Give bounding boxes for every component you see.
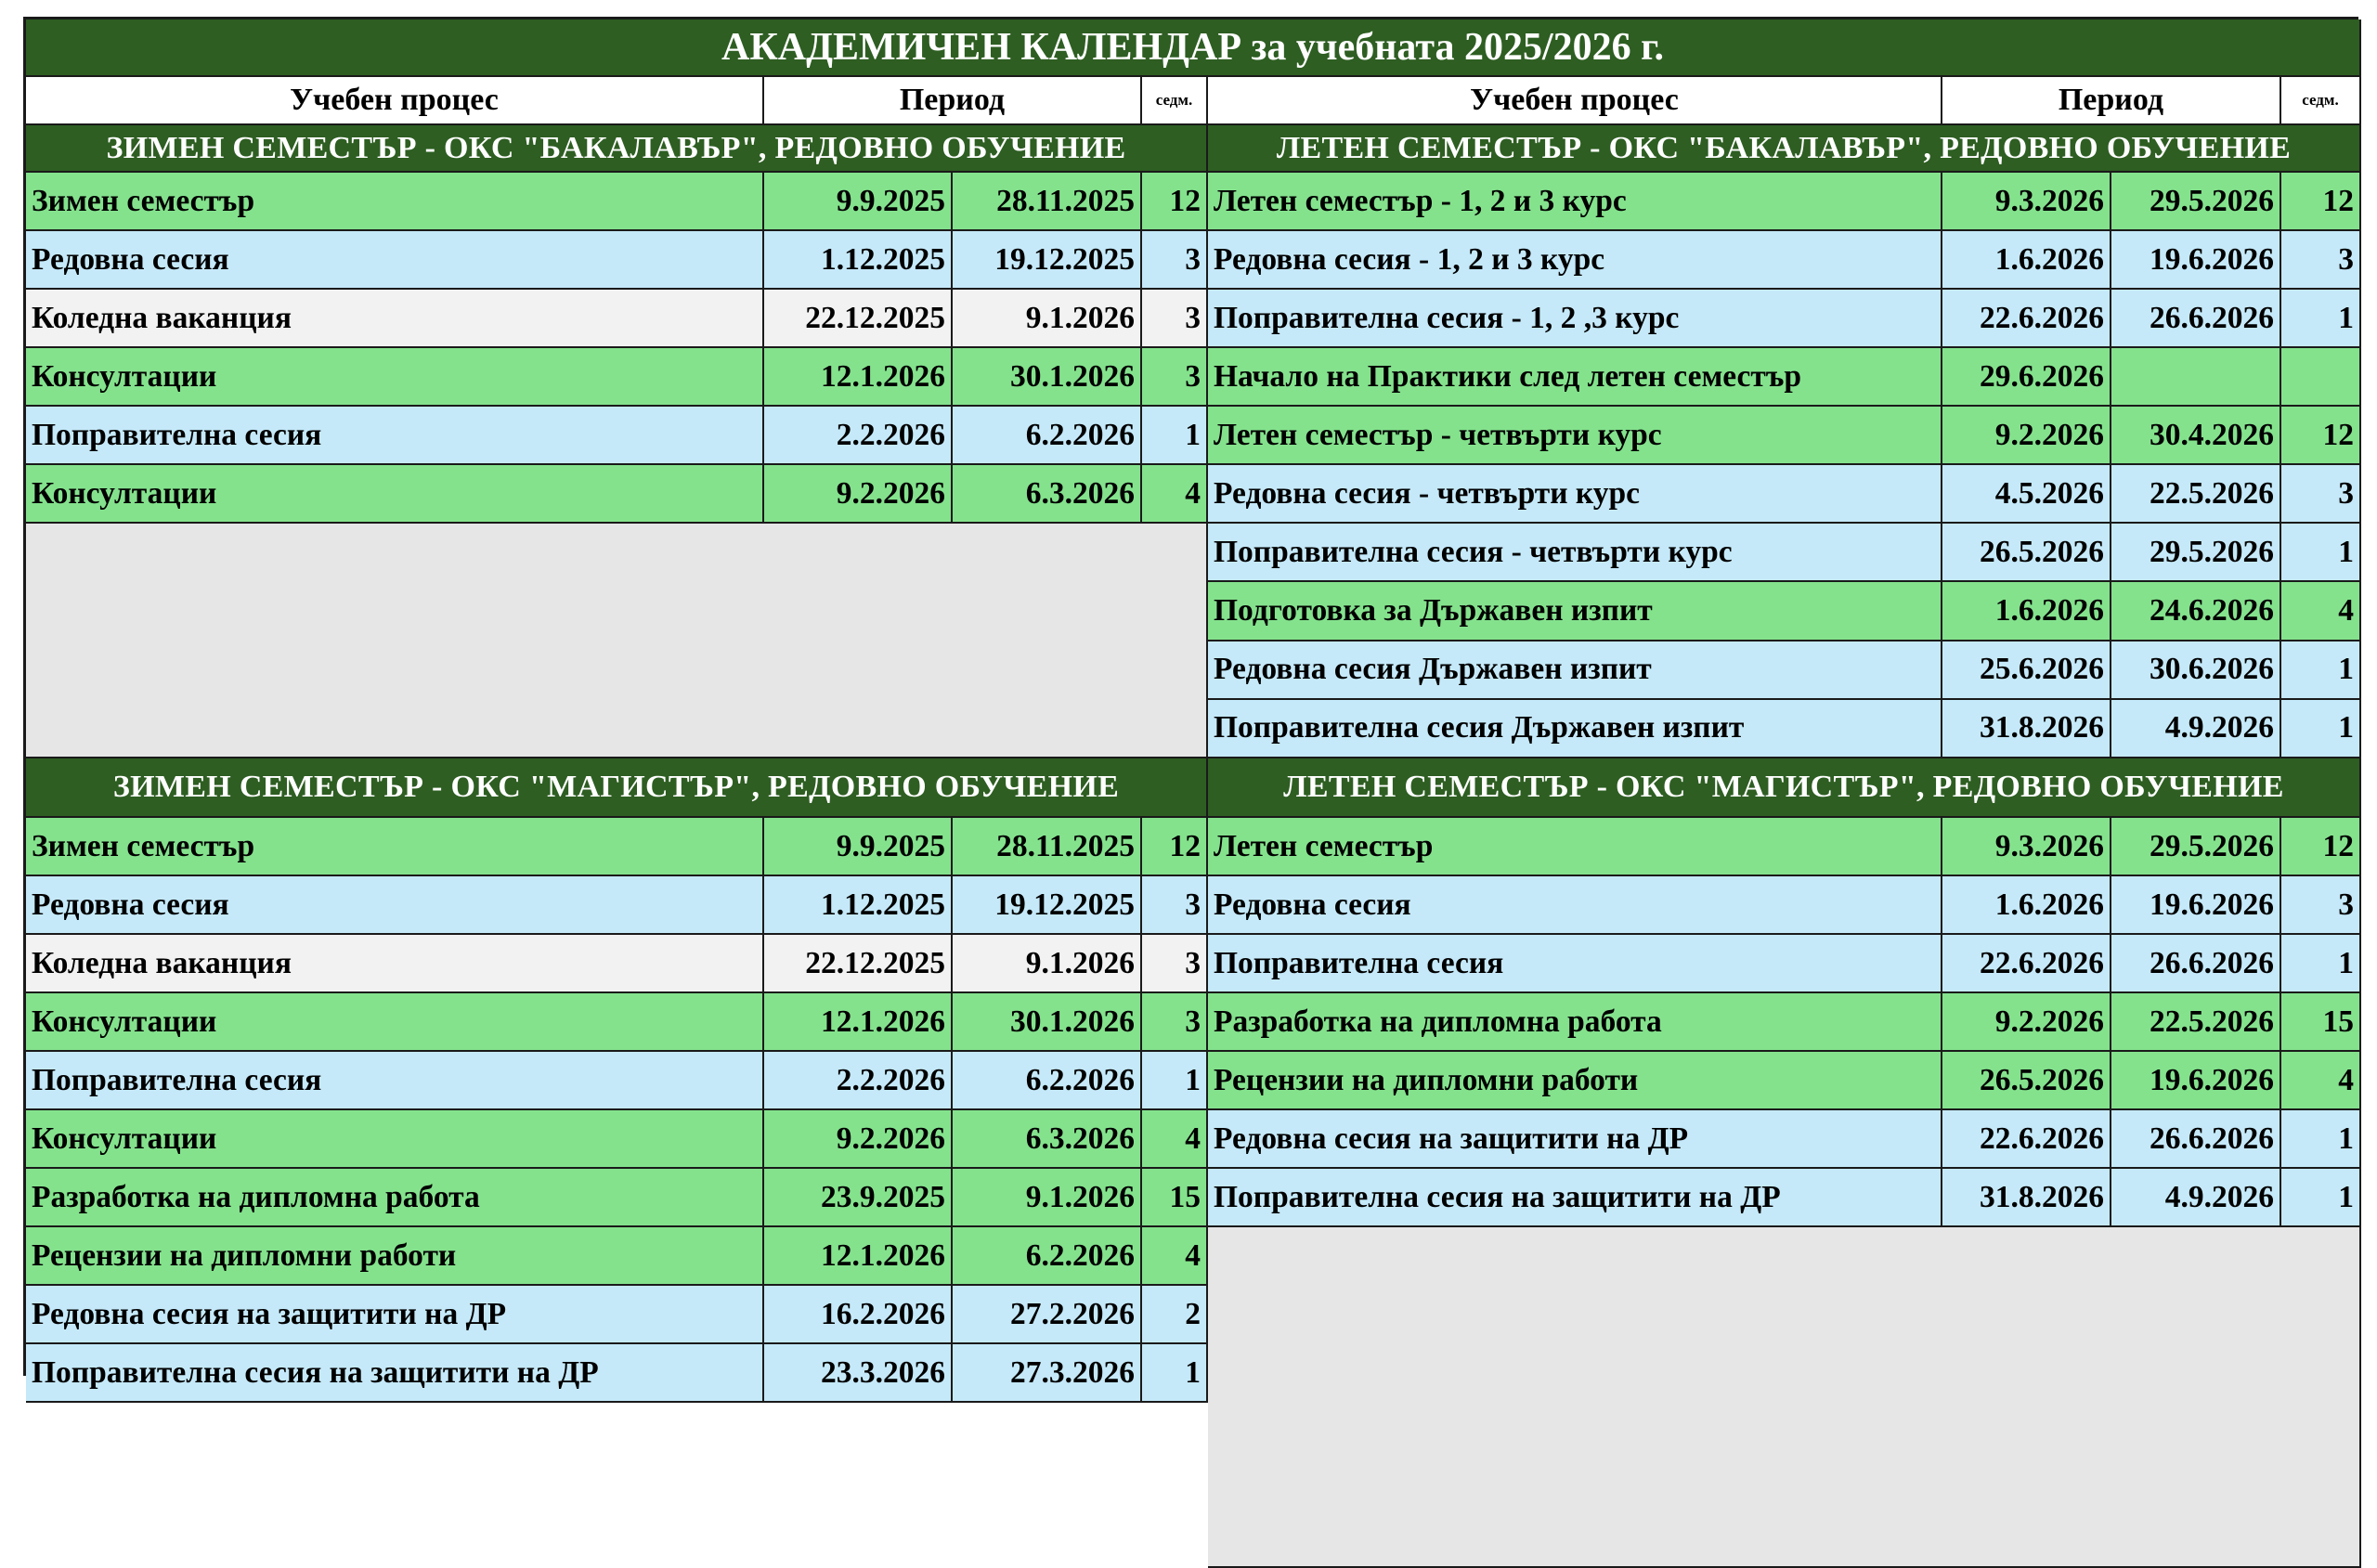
summer-master-row-to: 29.5.2026 bbox=[2111, 818, 2281, 876]
winter-master-row-weeks: 4 bbox=[1142, 1110, 1208, 1169]
winter-bachelor-row-weeks: 12 bbox=[1142, 173, 1208, 231]
summer-bachelor-row-weeks: 1 bbox=[2281, 524, 2361, 582]
summer-bachelor-row-to bbox=[2111, 348, 2281, 407]
summer-master-row-weeks: 4 bbox=[2281, 1052, 2361, 1110]
summer-bachelor-row-label: Поправителна сесия Държавен изпит bbox=[1208, 700, 1942, 758]
winter-master-row-label: Редовна сесия bbox=[26, 876, 764, 935]
summer-bachelor-row-from: 1.6.2026 bbox=[1942, 582, 2111, 641]
winter-master-row-label: Рецензии на дипломни работи bbox=[26, 1227, 764, 1286]
winter-bachelor-row-label: Поправителна сесия bbox=[26, 407, 764, 465]
winter-master-row-weeks: 15 bbox=[1142, 1169, 1208, 1227]
winter-master-row-label: Редовна сесия на защитити на ДР bbox=[26, 1286, 764, 1344]
winter-master-row-from: 1.12.2025 bbox=[764, 876, 953, 935]
summer-master-row-from: 22.6.2026 bbox=[1942, 1110, 2111, 1169]
winter-master-row-to: 30.1.2026 bbox=[953, 993, 1142, 1052]
winter-bachelor-row-to: 9.1.2026 bbox=[953, 290, 1142, 348]
winter-bachelor-row-to: 30.1.2026 bbox=[953, 348, 1142, 407]
winter-bachelor-row-from: 22.12.2025 bbox=[764, 290, 953, 348]
summer-bachelor-row-weeks: 3 bbox=[2281, 465, 2361, 524]
header-period-left: Период bbox=[764, 77, 1142, 125]
summer-bachelor-row-label: Поправителна сесия - четвърти курс bbox=[1208, 524, 1942, 582]
summer-bachelor-row-from: 29.6.2026 bbox=[1942, 348, 2111, 407]
summer-master-row-from: 9.3.2026 bbox=[1942, 818, 2111, 876]
summer-bachelor-row-weeks: 1 bbox=[2281, 700, 2361, 758]
winter-master-row-from: 2.2.2026 bbox=[764, 1052, 953, 1110]
header-weeks-left: седм. bbox=[1142, 77, 1208, 125]
summer-bachelor-row-weeks: 3 bbox=[2281, 231, 2361, 290]
summer-master-row-weeks: 1 bbox=[2281, 1169, 2361, 1227]
winter-master-row-from: 9.9.2025 bbox=[764, 818, 953, 876]
summer-bachelor-row-from: 25.6.2026 bbox=[1942, 641, 2111, 700]
header-process-right: Учебен процес bbox=[1208, 77, 1942, 125]
winter-master-row-from: 23.3.2026 bbox=[764, 1344, 953, 1403]
calendar-title: АКАДЕМИЧЕН КАЛЕНДАР за учебната 2025/2026 г. bbox=[26, 19, 2361, 77]
summer-bachelor-row-to: 22.5.2026 bbox=[2111, 465, 2281, 524]
winter-bachelor-row-from: 12.1.2026 bbox=[764, 348, 953, 407]
winter-master-row-from: 12.1.2026 bbox=[764, 1227, 953, 1286]
winter-bachelor-row-weeks: 4 bbox=[1142, 465, 1208, 524]
summer-bachelor-row-to: 30.6.2026 bbox=[2111, 641, 2281, 700]
summer-bachelor-row-from: 1.6.2026 bbox=[1942, 231, 2111, 290]
summer-master-row-to: 4.9.2026 bbox=[2111, 1169, 2281, 1227]
empty-area-summer-master bbox=[1208, 1227, 2361, 1568]
summer-bachelor-row-from: 4.5.2026 bbox=[1942, 465, 2111, 524]
winter-master-row-from: 22.12.2025 bbox=[764, 935, 953, 993]
summer-bachelor-row-from: 9.2.2026 bbox=[1942, 407, 2111, 465]
summer-bachelor-row-from: 22.6.2026 bbox=[1942, 290, 2111, 348]
winter-master-row-label: Зимен семестър bbox=[26, 818, 764, 876]
summer-bachelor-row-from: 31.8.2026 bbox=[1942, 700, 2111, 758]
winter-master-row-label: Разработка на дипломна работа bbox=[26, 1169, 764, 1227]
summer-bachelor-row-to: 29.5.2026 bbox=[2111, 173, 2281, 231]
winter-master-row-weeks: 1 bbox=[1142, 1344, 1208, 1403]
winter-bachelor-row-label: Зимен семестър bbox=[26, 173, 764, 231]
winter-bachelor-row-to: 6.2.2026 bbox=[953, 407, 1142, 465]
winter-master-row-to: 9.1.2026 bbox=[953, 935, 1142, 993]
summer-bachelor-row-weeks: 12 bbox=[2281, 407, 2361, 465]
winter-bachelor-row-from: 9.9.2025 bbox=[764, 173, 953, 231]
summer-master-row-weeks: 12 bbox=[2281, 818, 2361, 876]
summer-master-row-weeks: 15 bbox=[2281, 993, 2361, 1052]
winter-bachelor-row-label: Редовна сесия bbox=[26, 231, 764, 290]
winter-master-row-weeks: 3 bbox=[1142, 993, 1208, 1052]
summer-bachelor-row-from: 9.3.2026 bbox=[1942, 173, 2111, 231]
winter-master-row-to: 19.12.2025 bbox=[953, 876, 1142, 935]
winter-master-row-weeks: 4 bbox=[1142, 1227, 1208, 1286]
winter-bachelor-row-from: 2.2.2026 bbox=[764, 407, 953, 465]
summer-bachelor-row-to: 19.6.2026 bbox=[2111, 231, 2281, 290]
section-summer-master: ЛЕТЕН СЕМЕСТЪР - ОКС "МАГИСТЪР", РЕДОВНО ОБУЧЕНИЕ bbox=[1208, 758, 2361, 818]
winter-master-row-to: 28.11.2025 bbox=[953, 818, 1142, 876]
summer-bachelor-row-to: 24.6.2026 bbox=[2111, 582, 2281, 641]
summer-bachelor-row-label: Начало на Практики след летен семестър bbox=[1208, 348, 1942, 407]
section-winter-master: ЗИМЕН СЕМЕСТЪР - ОКС "МАГИСТЪР", РЕДОВНО ОБУЧЕНИЕ bbox=[26, 758, 1208, 818]
winter-bachelor-row-label: Консултации bbox=[26, 348, 764, 407]
summer-master-row-label: Летен семестър bbox=[1208, 818, 1942, 876]
header-process-left: Учебен процес bbox=[26, 77, 764, 125]
summer-bachelor-row-to: 30.4.2026 bbox=[2111, 407, 2281, 465]
summer-bachelor-row-to: 29.5.2026 bbox=[2111, 524, 2281, 582]
winter-master-row-label: Консултации bbox=[26, 1110, 764, 1169]
summer-master-row-from: 31.8.2026 bbox=[1942, 1169, 2111, 1227]
summer-bachelor-row-weeks: 1 bbox=[2281, 641, 2361, 700]
summer-master-row-label: Редовна сесия на защитити на ДР bbox=[1208, 1110, 1942, 1169]
winter-master-row-to: 6.2.2026 bbox=[953, 1227, 1142, 1286]
summer-bachelor-row-label: Летен семестър - 1, 2 и 3 курс bbox=[1208, 173, 1942, 231]
winter-bachelor-row-weeks: 3 bbox=[1142, 290, 1208, 348]
header-period-right: Период bbox=[1942, 77, 2281, 125]
summer-bachelor-row-label: Поправителна сесия - 1, 2 ,3 курс bbox=[1208, 290, 1942, 348]
winter-master-row-weeks: 12 bbox=[1142, 818, 1208, 876]
summer-bachelor-row-label: Подготовка за Държавен изпит bbox=[1208, 582, 1942, 641]
summer-bachelor-row-label: Редовна сесия Държавен изпит bbox=[1208, 641, 1942, 700]
winter-master-row-to: 9.1.2026 bbox=[953, 1169, 1142, 1227]
winter-master-row-from: 23.9.2025 bbox=[764, 1169, 953, 1227]
summer-master-row-to: 19.6.2026 bbox=[2111, 1052, 2281, 1110]
summer-master-row-weeks: 1 bbox=[2281, 1110, 2361, 1169]
summer-master-row-to: 19.6.2026 bbox=[2111, 876, 2281, 935]
summer-bachelor-row-label: Редовна сесия - четвърти курс bbox=[1208, 465, 1942, 524]
summer-bachelor-row-label: Летен семестър - четвърти курс bbox=[1208, 407, 1942, 465]
summer-bachelor-row-weeks: 12 bbox=[2281, 173, 2361, 231]
winter-bachelor-row-weeks: 1 bbox=[1142, 407, 1208, 465]
summer-master-row-weeks: 3 bbox=[2281, 876, 2361, 935]
summer-bachelor-row-weeks bbox=[2281, 348, 2361, 407]
summer-master-row-label: Рецензии на дипломни работи bbox=[1208, 1052, 1942, 1110]
summer-master-row-from: 22.6.2026 bbox=[1942, 935, 2111, 993]
header-weeks-right: седм. bbox=[2281, 77, 2361, 125]
summer-bachelor-row-from: 26.5.2026 bbox=[1942, 524, 2111, 582]
summer-master-row-label: Поправителна сесия на защитити на ДР bbox=[1208, 1169, 1942, 1227]
summer-bachelor-row-label: Редовна сесия - 1, 2 и 3 курс bbox=[1208, 231, 1942, 290]
academic-calendar-table bbox=[23, 17, 2358, 1390]
winter-bachelor-row-from: 1.12.2025 bbox=[764, 231, 953, 290]
winter-bachelor-row-weeks: 3 bbox=[1142, 231, 1208, 290]
winter-bachelor-row-from: 9.2.2026 bbox=[764, 465, 953, 524]
summer-master-row-to: 22.5.2026 bbox=[2111, 993, 2281, 1052]
winter-master-row-to: 6.3.2026 bbox=[953, 1110, 1142, 1169]
winter-bachelor-row-weeks: 3 bbox=[1142, 348, 1208, 407]
winter-master-row-to: 27.3.2026 bbox=[953, 1344, 1142, 1403]
winter-master-row-label: Поправителна сесия bbox=[26, 1052, 764, 1110]
summer-bachelor-row-weeks: 1 bbox=[2281, 290, 2361, 348]
summer-bachelor-row-to: 4.9.2026 bbox=[2111, 700, 2281, 758]
summer-master-row-from: 26.5.2026 bbox=[1942, 1052, 2111, 1110]
summer-master-row-weeks: 1 bbox=[2281, 935, 2361, 993]
summer-bachelor-row-to: 26.6.2026 bbox=[2111, 290, 2281, 348]
summer-master-row-from: 9.2.2026 bbox=[1942, 993, 2111, 1052]
summer-bachelor-extra-rows bbox=[1208, 524, 2361, 758]
summer-master-row-to: 26.6.2026 bbox=[2111, 935, 2281, 993]
section-winter-bachelor: ЗИМЕН СЕМЕСТЪР - ОКС "БАКАЛАВЪР", РЕДОВНО ОБУЧЕНИЕ bbox=[26, 125, 1208, 173]
winter-master-row-to: 27.2.2026 bbox=[953, 1286, 1142, 1344]
summer-master-row-label: Редовна сесия bbox=[1208, 876, 1942, 935]
winter-master-row-label: Коледна ваканция bbox=[26, 935, 764, 993]
winter-master-row-weeks: 2 bbox=[1142, 1286, 1208, 1344]
winter-master-row-label: Консултации bbox=[26, 993, 764, 1052]
winter-master-row-from: 16.2.2026 bbox=[764, 1286, 953, 1344]
winter-bachelor-row-to: 6.3.2026 bbox=[953, 465, 1142, 524]
summer-bachelor-row-weeks: 4 bbox=[2281, 582, 2361, 641]
winter-bachelor-row-label: Консултации bbox=[26, 465, 764, 524]
summer-master-row-label: Разработка на дипломна работа bbox=[1208, 993, 1942, 1052]
section-summer-bachelor: ЛЕТЕН СЕМЕСТЪР - ОКС "БАКАЛАВЪР", РЕДОВНО ОБУЧЕНИЕ bbox=[1208, 125, 2361, 173]
winter-master-row-weeks: 1 bbox=[1142, 1052, 1208, 1110]
winter-bachelor-row-to: 28.11.2025 bbox=[953, 173, 1142, 231]
winter-bachelor-row-label: Коледна ваканция bbox=[26, 290, 764, 348]
summer-master-row-to: 26.6.2026 bbox=[2111, 1110, 2281, 1169]
winter-master-row-from: 12.1.2026 bbox=[764, 993, 953, 1052]
empty-area-winter-bachelor bbox=[26, 524, 1208, 758]
summer-master-row-label: Поправителна сесия bbox=[1208, 935, 1942, 993]
winter-master-row-weeks: 3 bbox=[1142, 876, 1208, 935]
winter-master-row-label: Поправителна сесия на защитити на ДР bbox=[26, 1344, 764, 1403]
winter-master-row-from: 9.2.2026 bbox=[764, 1110, 953, 1169]
winter-master-row-to: 6.2.2026 bbox=[953, 1052, 1142, 1110]
winter-bachelor-row-to: 19.12.2025 bbox=[953, 231, 1142, 290]
summer-master-row-from: 1.6.2026 bbox=[1942, 876, 2111, 935]
winter-master-row-weeks: 3 bbox=[1142, 935, 1208, 993]
